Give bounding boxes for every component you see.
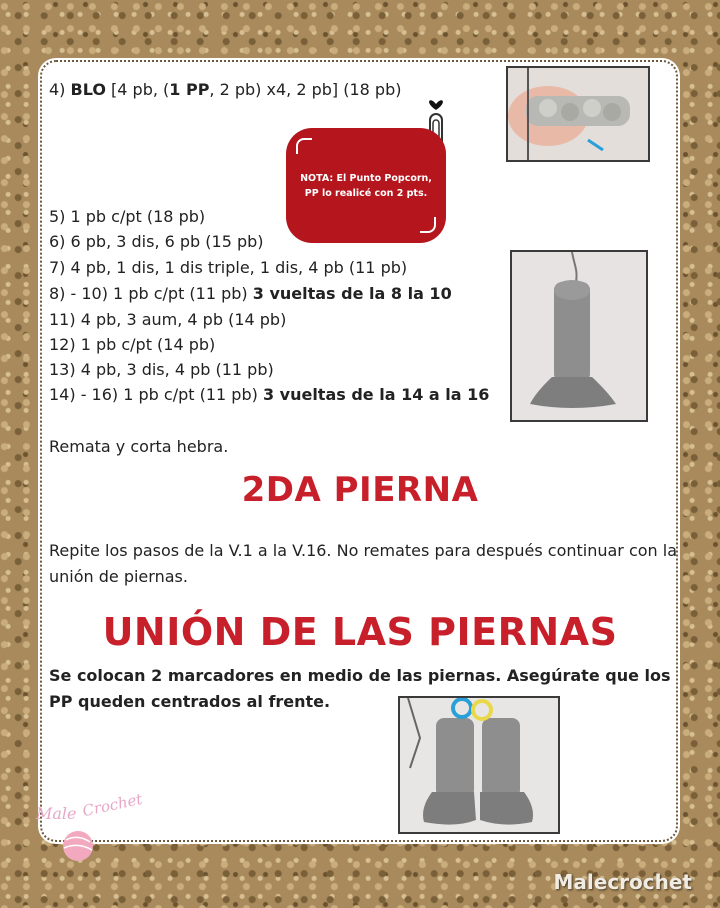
logo-text-crochet: Crochet (80, 789, 144, 821)
round-14-16-bold: 3 vueltas de la 14 a la 16 (262, 385, 490, 404)
leg-image (512, 252, 646, 420)
note-corner-bottom-right (420, 217, 436, 233)
round-7: 7) 4 pb, 1 dis, 1 dis triple, 1 dis, 4 pb (11 pb) (49, 258, 408, 277)
popcorn-image (508, 68, 648, 160)
note-line-1: NOTA: El Punto Popcorn, (300, 172, 432, 184)
brand-watermark: Malecrochet (553, 870, 692, 894)
heading-leg-union: UNIÓN DE LAS PIERNAS (102, 610, 618, 654)
heading-second-leg: 2DA PIERNA (241, 470, 479, 510)
popcorn-photo (506, 66, 650, 162)
leg-photo (510, 250, 648, 422)
note-popcorn (286, 128, 446, 243)
round-13: 13) 4 pb, 3 dis, 4 pb (11 pb) (49, 360, 274, 379)
logo-text-male: Male (36, 804, 77, 823)
round-4 (49, 80, 401, 99)
note-line-2: PP lo realicé con 2 pts. (304, 187, 428, 199)
legs-union-photo (398, 696, 560, 834)
malecrochet-logo (30, 789, 144, 866)
round-11: 11) 4 pb, 3 aum, 4 pb (14 pb) (49, 310, 287, 329)
round-8-10 (49, 284, 452, 303)
round-8-10-bold: 3 vueltas de la 8 la 10 (252, 284, 452, 303)
round-14-16-text: 14) - 16) 1 pb c/pt (11 pb) (49, 385, 263, 404)
round-5: 5) 1 pb c/pt (18 pb) (49, 207, 206, 226)
round-6: 6) 6 pb, 3 dis, 6 pb (15 pb) (49, 232, 264, 251)
round-4-part-b: , 2 pb) x4, 2 pb] (18 pb) (209, 80, 402, 99)
finish-instruction: Remata y corta hebra. (49, 437, 229, 456)
legs-union-image (400, 698, 558, 832)
round-14-16 (49, 385, 489, 404)
round-8-10-text: 8) - 10) 1 pb c/pt (11 pb) (49, 284, 253, 303)
round-4-pp: 1 PP (169, 80, 210, 99)
round-4-part-a: [4 pb, ( (111, 80, 170, 99)
round-12: 12) 1 pb c/pt (14 pb) (49, 335, 216, 354)
second-leg-instructions: Repite los pasos de la V.1 a la V.16. No remates para después continuar con la unión de piernas. (49, 541, 678, 586)
union-instructions: Se colocan 2 marcadores en medio de las piernas. Asegúrate que los PP queden centrados al frente. (49, 666, 671, 711)
note-corner-top-left (296, 138, 312, 154)
round-4-blo: BLO (70, 80, 106, 99)
round-4-number: 4) (49, 80, 66, 99)
